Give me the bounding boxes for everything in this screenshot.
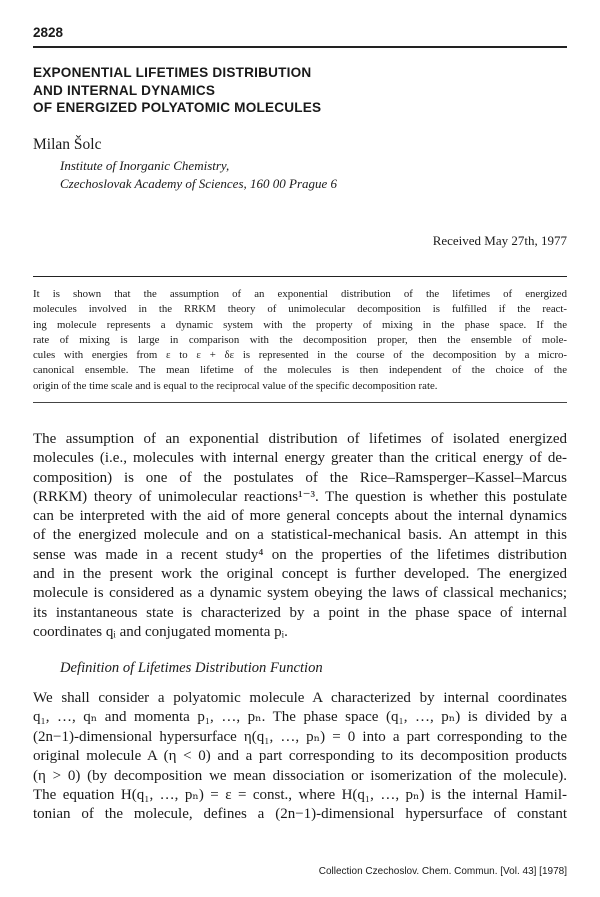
section-heading: Definition of Lifetimes Distribution Function	[60, 660, 323, 676]
body-line: can be interpreted with the aid of more general concepts about the internal dynamics	[33, 508, 567, 525]
body-line: coordinates qᵢ and conjugated momenta pᵢ.	[33, 623, 288, 640]
body-line: The assumption of an exponential distribution of lifetimes of isolated energized	[33, 431, 567, 447]
title-line: OF ENERGIZED POLYATOMIC MOLECULES	[33, 100, 322, 115]
author-name: Milan Šolc	[33, 136, 102, 153]
received-date: Received May 27th, 1977	[432, 233, 567, 248]
abstract-line: cules with energies from ε to ε + δε is represented in the course of the decomposition by a micro-	[33, 349, 567, 362]
body-line: of the energized molecule and on a statistical-mechanical basis. An attempt in this	[33, 527, 567, 544]
abstract	[33, 287, 567, 394]
body-line: and in the present work the original concept is further developed. The energized	[33, 566, 567, 583]
body-line: (2n−1)-dimensional hypersurface η(q₁, …, pₙ) = 0 into a part corresponding to the	[33, 728, 567, 745]
affiliation-line: Czechoslovak Academy of Sciences, 160 00 Prague 6	[60, 176, 338, 191]
body-line: tonian of the molecule, defines a (2n−1)-dimensional hypersurface of constant	[33, 806, 567, 823]
body-paragraph-1	[33, 430, 567, 642]
body-line: The equation H(q₁, …, pₙ) = ε = const., where H(q₁, …, pₙ) is the internal Hamil-	[33, 787, 567, 804]
abstract-line: rate of mixing is large in comparison with the decomposition proper, then the ensemble of mole-	[33, 333, 567, 346]
body-line: molecules (i.e., molecules with internal energy greater than the critical energy of de-	[33, 450, 567, 467]
body-line: original molecule A (η < 0) and a part corresponding to its decomposition products	[33, 748, 567, 765]
title-line: EXPONENTIAL LIFETIMES DISTRIBUTION	[33, 65, 312, 80]
body-line: We shall consider a polyatomic molecule A characterized by internal coordinates	[33, 690, 567, 706]
body-line: sense was made in a recent study⁴ on the properties of the lifetimes distribution	[33, 546, 567, 563]
abstract-line: It is shown that the assumption of an exponential distribution of the lifetimes of energized	[33, 288, 567, 300]
body-line: its instantaneous state is characterized by a point in the phase space of internal	[33, 604, 567, 621]
abstract-bottom-rule	[33, 402, 567, 403]
body-paragraph-2	[33, 689, 567, 825]
abstract-line: origin of the time scale and is equal to the reciprocal value of the specific decomposition rate.	[33, 379, 438, 392]
abstract-line: molecules involved in the RRKM theory of unimolecular decomposition is fulfilled if the react-	[33, 303, 567, 316]
affiliation-line: Institute of Inorganic Chemistry,	[60, 158, 230, 173]
body-line: (η > 0) (by decomposition we mean dissociation or isomerization of the molecule).	[33, 767, 567, 784]
body-line: (RRKM) theory of unimolecular reactions¹⁻³. The question is whether this postulate	[33, 488, 567, 505]
journal-citation: Collection Czechoslov. Chem. Commun. [Vol. 43] [1978]	[318, 866, 567, 877]
author-affiliation	[60, 157, 337, 193]
abstract-top-rule	[33, 276, 567, 277]
body-line: q₁, …, qₙ and momenta p₁, …, pₙ. The phase space (q₁, …, pₙ) is divided by a	[33, 709, 567, 726]
body-line: molecule is considered as a dynamic system obeying the laws of classical mechanics;	[33, 585, 567, 602]
article-title	[33, 64, 553, 117]
abstract-line: canonical ensemble. The mean lifetime of the molecules is then independent of the choice of the	[33, 364, 567, 377]
page-number: 2828	[33, 25, 64, 40]
title-line: AND INTERNAL DYNAMICS	[33, 82, 216, 98]
abstract-line: ing molecule represents a dynamic system with the property of mixing in the phase space. If the	[33, 318, 567, 331]
body-line: composition) is one of the postulates of the Rice–Ramsperger–Kassel–Marcus	[33, 469, 567, 486]
header-rule	[33, 46, 567, 48]
